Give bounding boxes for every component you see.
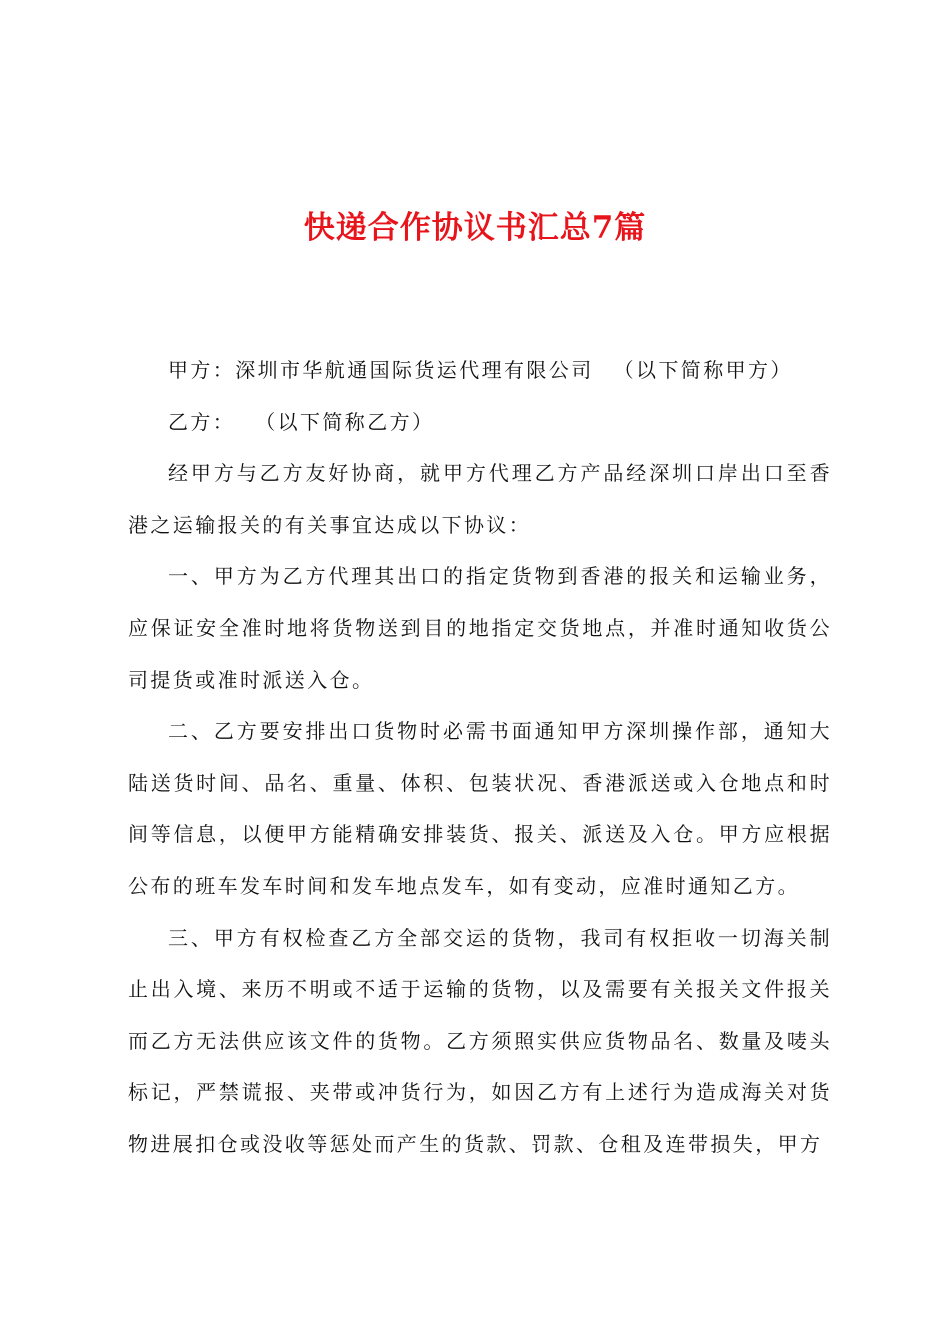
party-b-line	[128, 397, 832, 449]
party-a-label: 甲方：	[168, 358, 236, 382]
party-a-name: 深圳市华航通国际货运代理有限公司	[235, 358, 594, 382]
document-body	[128, 345, 832, 1171]
paragraph-intro: 经甲方与乙方友好协商，就甲方代理乙方产品经深圳口岸出口至香港之运输报关的有关事宜达成以下协议：	[128, 461, 832, 537]
party-a-line	[128, 345, 832, 397]
party-b-note: （以下简称乙方）	[255, 409, 435, 434]
paragraph-clause-3: 三、甲方有权检查乙方全部交运的货物，我司有权拒收一切海关制止出入境、来历不明或不适于运输的货物，以及需要有关报关文件报关而乙方无法供应该文件的货物。乙方须照实供应货物品名、数量及唛头标记，严禁谎报、夹带或冲货行为，如因乙方有上述行为造成海关对货物进展扣仓或没收等惩处而产生的货款、罚款、仓租及连带损失，甲方	[128, 925, 832, 1156]
document-title: 快递合作协议书汇总7篇	[303, 210, 647, 246]
paragraph-clause-2: 二、乙方要安排出口货物时必需书面通知甲方深圳操作部，通知大陆送货时间、品名、重量、体积、包装状况、香港派送或入仓地点和时间等信息，以便甲方能精确安排装货、报关、派送及入仓。甲方应根据公布的班车发车时间和发车地点发车，如有变动，应准时通知乙方。	[128, 719, 832, 898]
paragraph-clause-1: 一、甲方为乙方代理其出口的指定货物到香港的报关和运输业务，应保证安全准时地将货物送到目的地指定交货地点，并准时通知收货公司提货或准时派送入仓。	[128, 564, 832, 692]
party-b-label: 乙方：	[168, 409, 236, 434]
party-a-note: （以下简称甲方）	[613, 358, 793, 382]
